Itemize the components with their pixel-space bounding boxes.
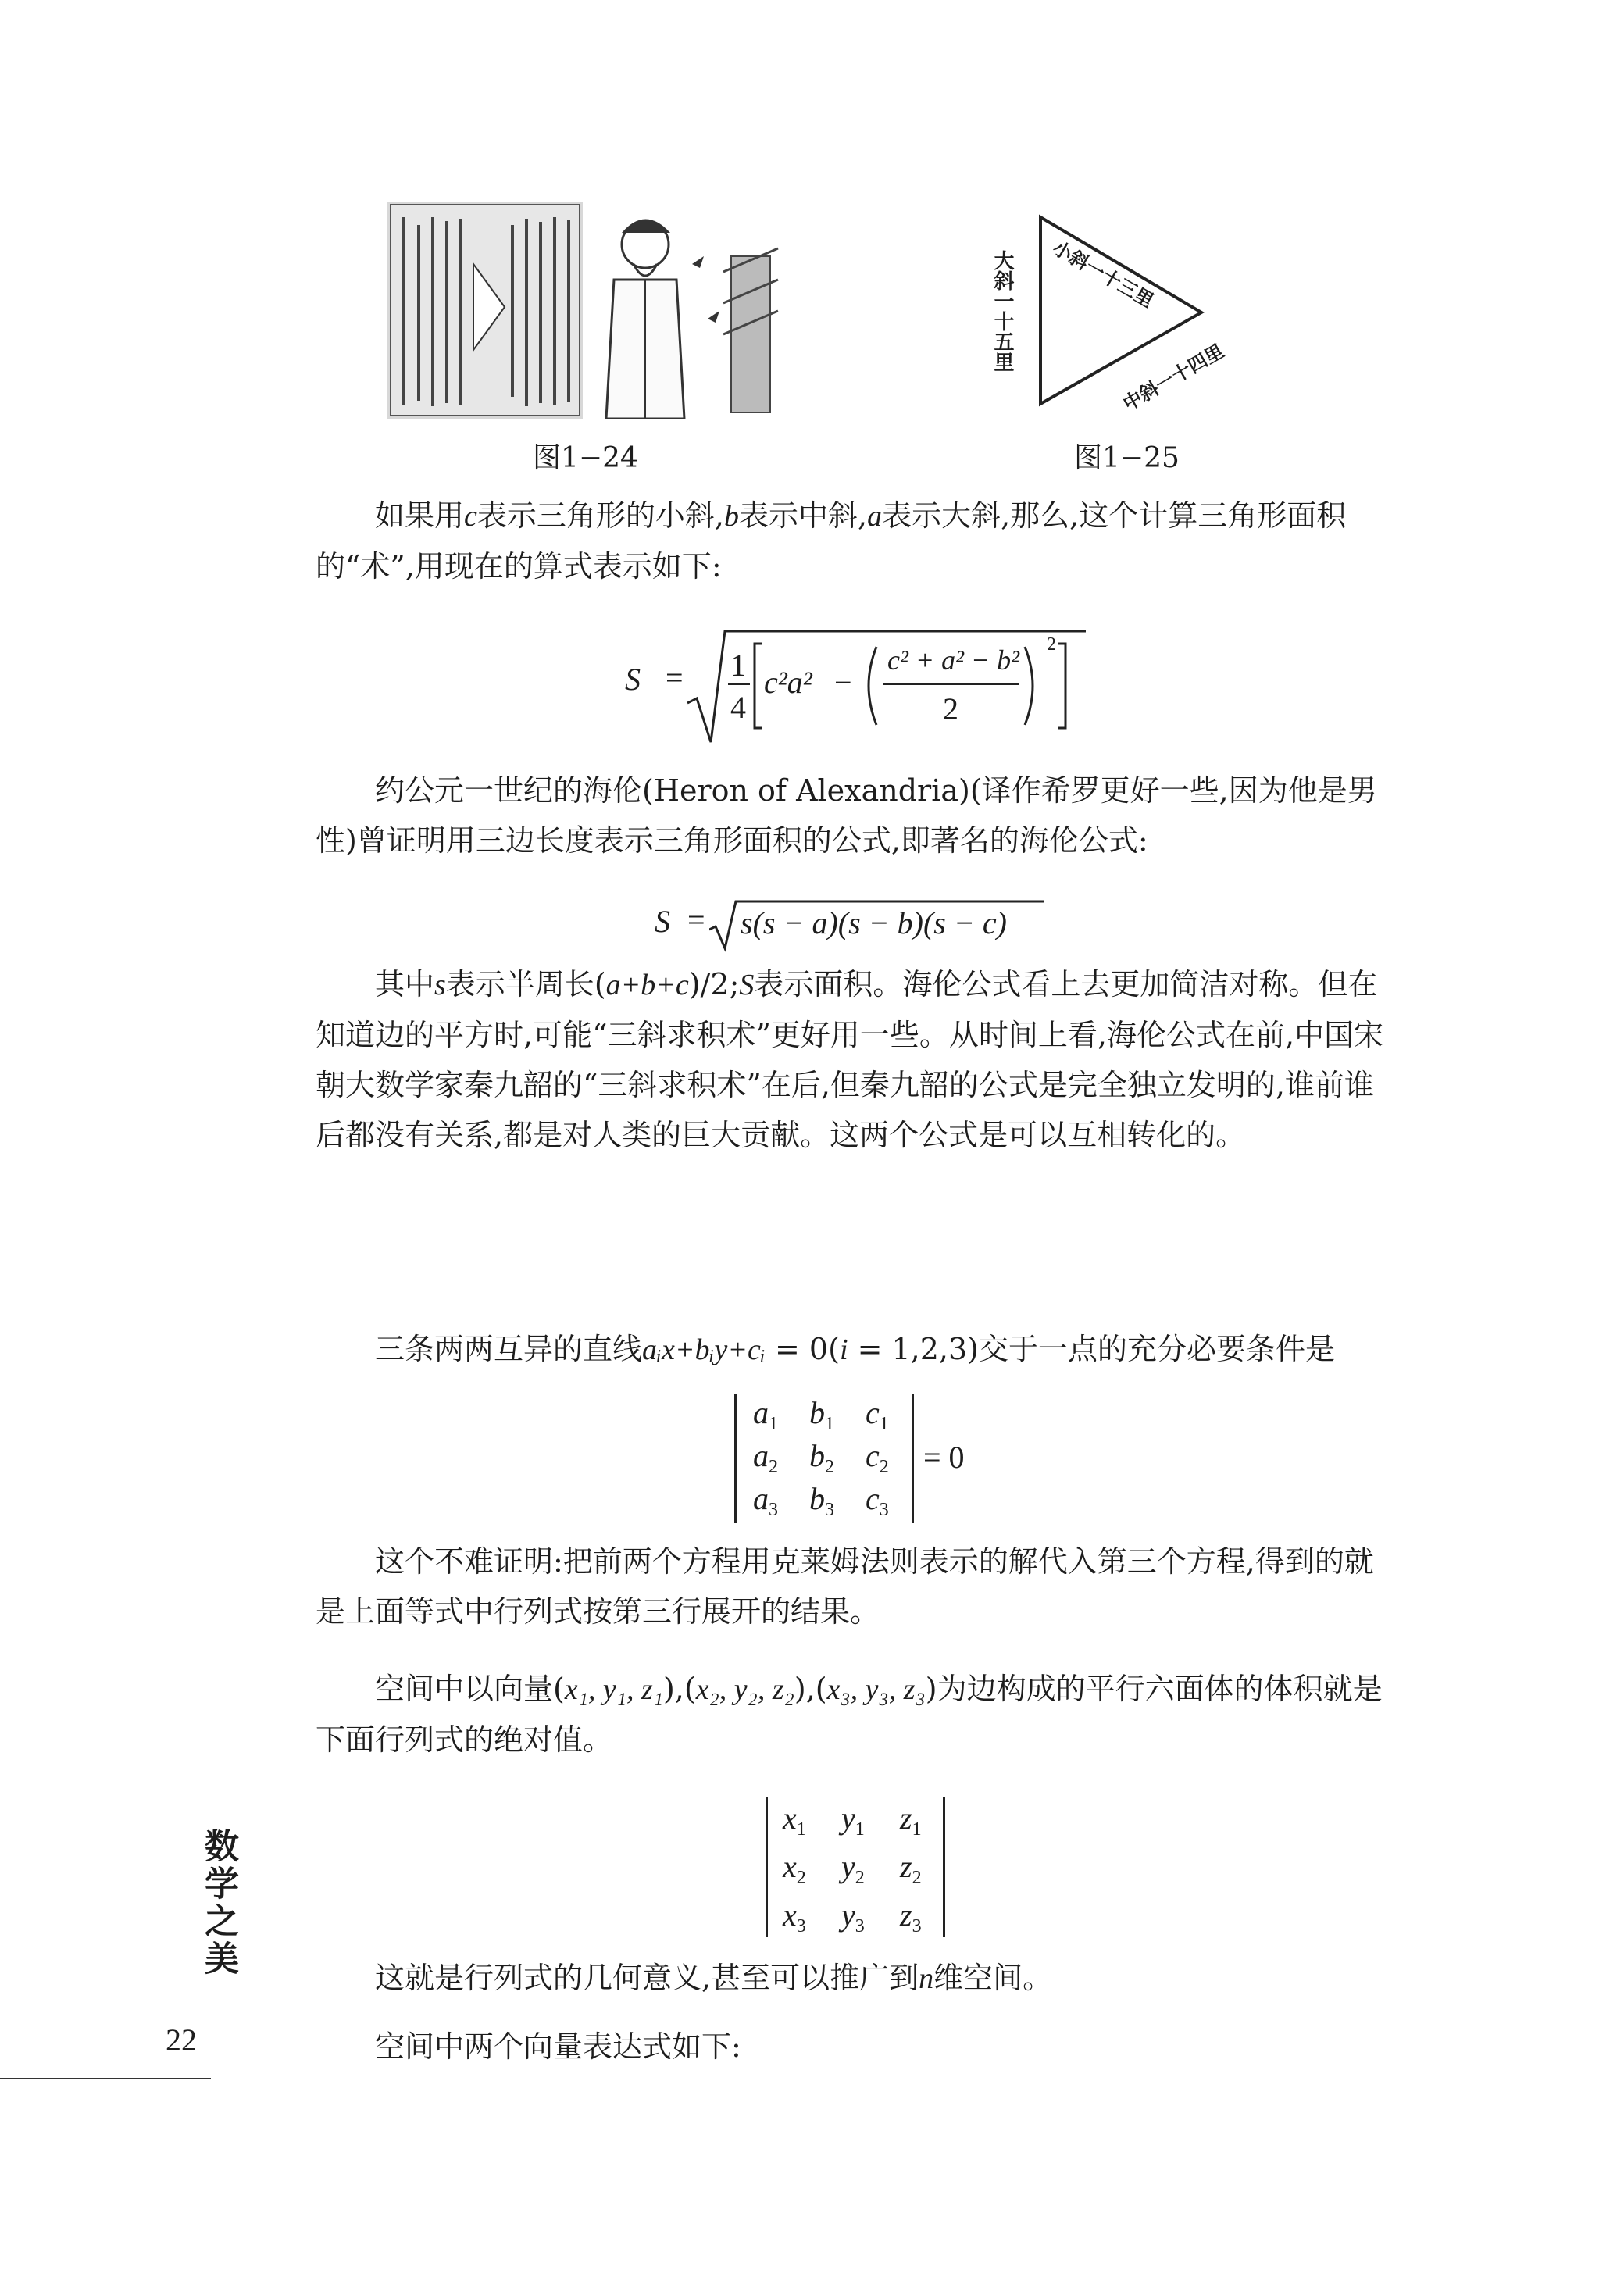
triangle-label-top: 小斜一十三里 <box>1049 237 1158 312</box>
matrix-entry: $y_1$ <box>841 1801 865 1840</box>
matrix-entry: $c_2$ <box>866 1438 889 1477</box>
triangle-label-left: 大斜一十五里 <box>990 250 1014 372</box>
matrix-entry: $z_1$ <box>900 1801 922 1840</box>
paragraph-1: 如果用c表示三角形的小斜,b表示中斜,a表示大斜,那么,这个计算三角形面积的“术”,用现在的算式表示如下: <box>316 498 1347 584</box>
figure-1-24-image <box>387 202 786 419</box>
figure-1-24-caption: 图1−24 <box>533 442 638 474</box>
paragraph-4: 三条两两互异的直线aᵢx+bᵢy+cᵢ = 0(i = 1,2,3)交于一点的充分必要条件是 <box>375 1332 1336 1366</box>
matrix-entry: $b_1$ <box>809 1395 834 1434</box>
matrix-entry: $a_2$ <box>753 1438 778 1477</box>
matrix-entry: $x_2$ <box>783 1849 806 1888</box>
book-title: 数学之美 <box>198 1828 238 1978</box>
figure-1-25-triangle <box>990 211 1228 416</box>
determinant-equals-zero: = 0 <box>923 1440 965 1475</box>
matrix-entry: $a_3$ <box>753 1481 778 1520</box>
page-divider <box>0 2078 211 2079</box>
matrix-entry: $x_1$ <box>783 1801 806 1840</box>
formula-heron: S = s(s − a)(s − b)(s − c) <box>655 898 1061 953</box>
matrix-entry: $z_3$ <box>900 1897 922 1936</box>
matrix-entry: $x_3$ <box>783 1897 806 1936</box>
page-number: 22 <box>166 2022 197 2058</box>
paragraph-6: 空间中以向量(x₁, y₁, z₁),(x₂, y₂, z₂),(x₃, y₃, z₃)为边构成的平行六面体的体积就是下面行列式的绝对值。 <box>316 1672 1383 1757</box>
determinant-lines <box>734 1394 914 1523</box>
matrix-entry: $c_1$ <box>866 1395 889 1434</box>
matrix-entry: $a_1$ <box>753 1395 778 1434</box>
formula-qin-jiushao: S = 1 4 c²a² − c² + a² − b² 2 2 <box>625 625 1094 750</box>
figure-1-25-caption: 图1−25 <box>1074 442 1180 474</box>
matrix-entry: $b_3$ <box>809 1481 834 1520</box>
matrix-entry: $y_3$ <box>841 1897 865 1936</box>
paragraph-2: 约公元一世纪的海伦(Heron of Alexandria)(译作希罗更好一些,因为他是男性)曾证明用三边长度表示三角形面积的公式,即著名的海伦公式: <box>316 773 1377 858</box>
paragraph-8: 空间中两个向量表达式如下: <box>375 2029 741 2064</box>
determinant-volume <box>766 1797 945 1937</box>
paragraph-3: 其中s表示半周长(a+b+c)/2;S表示面积。海伦公式看上去更加简洁对称。但在知道边的平方时,可能“三斜求积术”更好用一些。从时间上看,海伦公式在前,中国宋朝大数学家秦九韶的“三斜求积术”在后,但秦九韶的公式是完全独立发明的,谁前谁后都没有关系,都是对人类的巨大贡献。这两个公式是可以互相转化的。 <box>316 967 1384 1152</box>
triangle-label-right: 中斜一十四里 <box>1119 340 1228 416</box>
paragraph-7: 这就是行列式的几何意义,甚至可以推广到n维空间。 <box>375 1961 1053 1995</box>
paragraph-5: 这个不难证明:把前两个方程用克莱姆法则表示的解代入第三个方程,得到的就是上面等式中行列式按第三行展开的结果。 <box>316 1544 1374 1629</box>
matrix-entry: $y_2$ <box>841 1849 865 1888</box>
matrix-entry: $z_2$ <box>900 1849 922 1888</box>
matrix-entry: $c_3$ <box>866 1481 889 1520</box>
matrix-entry: $b_2$ <box>809 1438 834 1477</box>
